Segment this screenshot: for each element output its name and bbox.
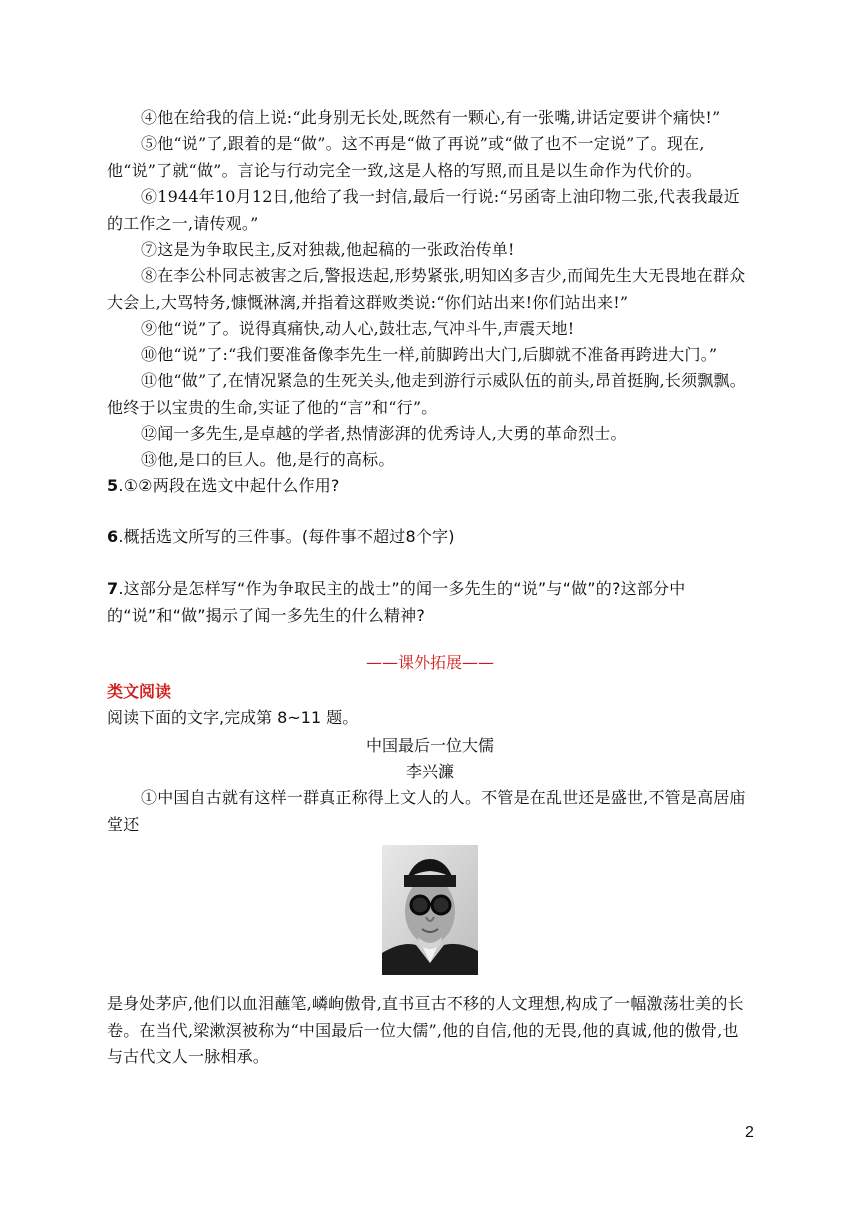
section-title: ——课外拓展—— — [365, 653, 494, 672]
question-number: 6 — [107, 527, 119, 546]
portrait-photo-image — [382, 845, 478, 975]
paragraph-12: ⑫闻一多先生,是卓越的学者,热情澎湃的优秀诗人,大勇的革命烈士。 — [141, 424, 627, 443]
paragraph-7: ⑦这是为争取民主,反对独裁,他起稿的一张政治传单! — [141, 240, 515, 259]
paragraph-13: ⑬他,是口的巨人。他,是行的高标。 — [141, 450, 395, 469]
paragraph-9: ⑨他“说”了。说得真痛快,动人心,鼓壮志,气冲斗牛,声震天地! — [141, 319, 575, 338]
paragraph-10: ⑩他“说”了:“我们要准备像李先生一样,前脚跨出大门,后脚就不准备再跨进大门。” — [141, 345, 718, 364]
article-paragraph-1-continued: 是身处茅庐,他们以血泪蘸笔,嶙峋傲骨,直书亘古不移的人文理想,构成了一幅激荡壮美的长卷。在当代,梁漱溟被称为“中国最后一位大儒”,他的自信,他的无畏,他的真诚,他的傲骨,也与古代文人一脉相承。 — [107, 994, 744, 1066]
question-number: 7 — [107, 579, 119, 598]
question-7 — [107, 576, 757, 629]
subsection-heading: 类文阅读 — [107, 682, 172, 701]
article-paragraph-1: ①中国自古就有这样一群真正称得上文人的人。不管是在乱世还是盛世,不管是高居庙堂还 — [107, 788, 746, 834]
paragraph-11: ⑪他“做”了,在情况紧急的生死关头,他走到游行示威队伍的前头,昂首挺胸,长须飘飘。他终于以宝贵的生命,实证了他的“言”和“行”。 — [107, 371, 746, 417]
page-number: 2 — [745, 1124, 754, 1141]
paragraph-6: ⑥1944年10月12日,他给了我一封信,最后一行说:“另函寄上油印物二张,代表我最近的工作之一,请传观。” — [107, 187, 740, 233]
question-text: .这部分是怎样写“作为争取民主的战士”的闻一多先生的“说”与“做”的?这部分中的“说”和“做”揭示了闻一多先生的什么精神? — [107, 579, 686, 625]
instruction-text: 阅读下面的文字,完成第 8~11 题。 — [107, 708, 359, 727]
question-5 — [107, 473, 767, 500]
question-text: .①②两段在选文中起什么作用? — [118, 476, 340, 495]
question-number: 5 — [107, 476, 119, 495]
paragraph-4: ④他在给我的信上说:“此身别无长处,既然有一颗心,有一张嘴,讲话定要讲个痛快!” — [141, 108, 721, 127]
article-author: 李兴濂 — [405, 762, 454, 781]
portrait-photo — [382, 845, 478, 975]
question-6 — [107, 524, 767, 551]
article-title: 中国最后一位大儒 — [365, 736, 494, 755]
paragraph-5: ⑤他“说”了,跟着的是“做”。这不再是“做了再说”或“做了也不一定说”了。现在,他“说”了就“做”。言论与行动完全一致,这是人格的写照,而且是以生命作为代价的。 — [107, 134, 705, 180]
paragraph-8: ⑧在李公朴同志被害之后,警报迭起,形势紧张,明知凶多吉少,而闻先生大无畏地在群众大会上,大骂特务,慷慨淋漓,并指着这群败类说:“你们站出来!你们站出来!” — [107, 266, 746, 312]
question-text: .概括选文所写的三件事。(每件事不超过8个字) — [118, 527, 455, 546]
